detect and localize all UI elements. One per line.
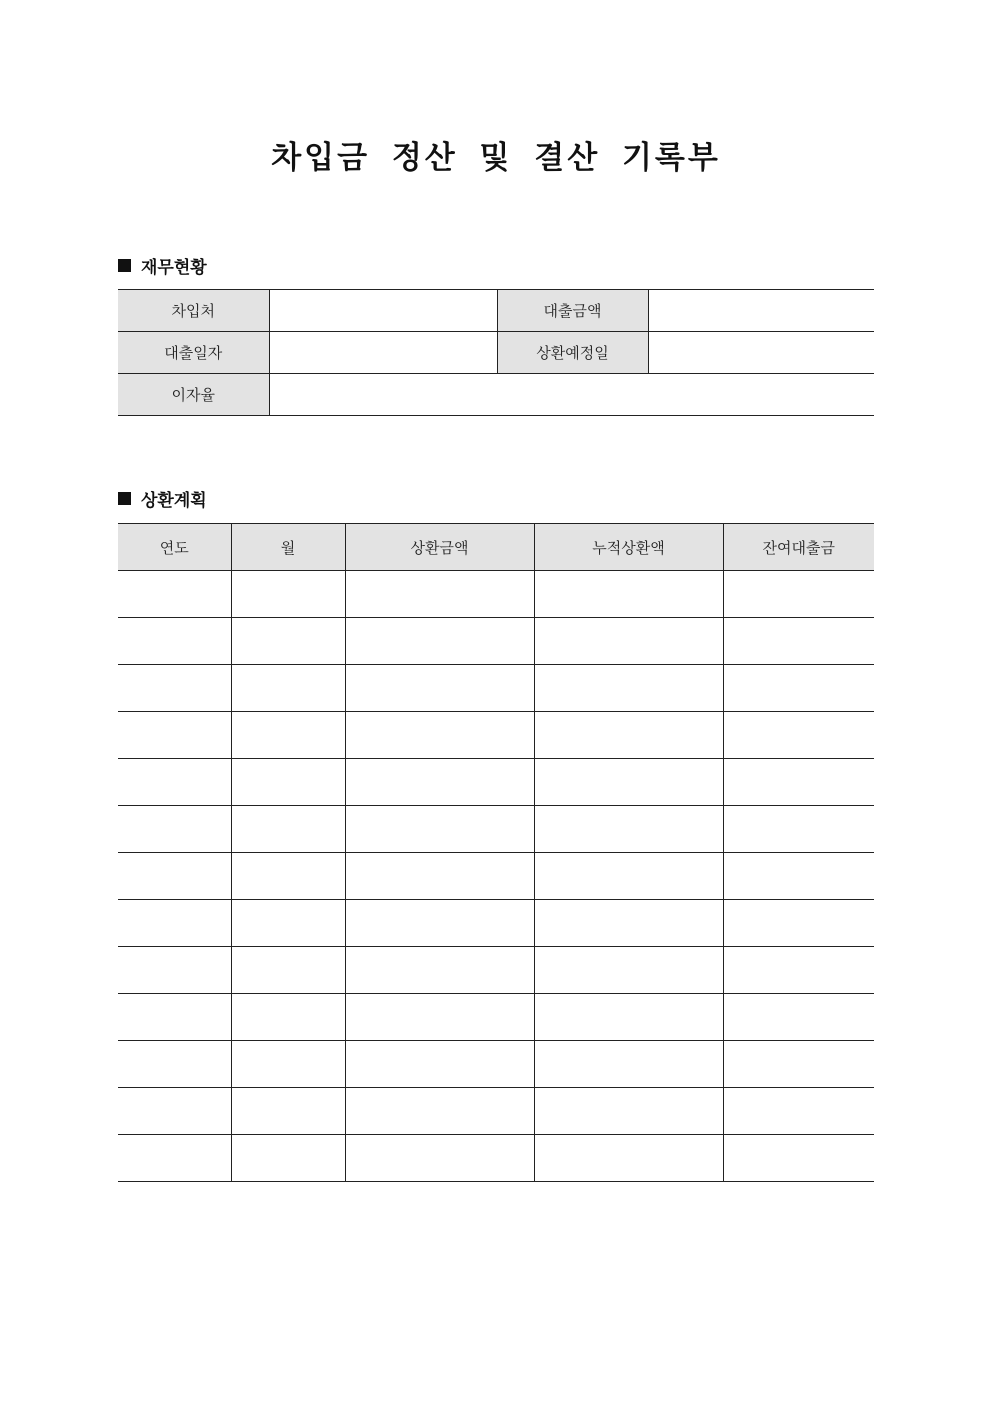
remaining-loan-cell[interactable] (723, 1041, 874, 1088)
month-cell[interactable] (231, 1088, 345, 1135)
cumulative-repayment-cell[interactable] (534, 1088, 723, 1135)
table-row (118, 853, 874, 900)
repayment-amount-cell[interactable] (345, 665, 534, 712)
loan-amount-field[interactable] (648, 290, 874, 332)
loan-amount-label: 대출금액 (497, 290, 648, 332)
month-cell[interactable] (231, 900, 345, 947)
repayment-table (118, 523, 874, 1182)
column-header-month: 월 (231, 524, 345, 571)
column-header-cumulative-repayment: 누적상환액 (534, 524, 723, 571)
month-cell[interactable] (231, 618, 345, 665)
cumulative-repayment-cell[interactable] (534, 759, 723, 806)
table-row (118, 712, 874, 759)
remaining-loan-cell[interactable] (723, 994, 874, 1041)
repayment-amount-cell[interactable] (345, 900, 534, 947)
remaining-loan-cell[interactable] (723, 618, 874, 665)
repayment-amount-cell[interactable] (345, 947, 534, 994)
year-cell[interactable] (118, 994, 231, 1041)
cumulative-repayment-cell[interactable] (534, 1041, 723, 1088)
year-cell[interactable] (118, 1135, 231, 1182)
table-row (118, 1041, 874, 1088)
finance-row (118, 374, 874, 416)
cumulative-repayment-cell[interactable] (534, 712, 723, 759)
remaining-loan-cell[interactable] (723, 712, 874, 759)
lender-label: 차입처 (118, 290, 269, 332)
remaining-loan-cell[interactable] (723, 900, 874, 947)
year-cell[interactable] (118, 853, 231, 900)
remaining-loan-cell[interactable] (723, 806, 874, 853)
finance-table (118, 289, 874, 416)
cumulative-repayment-cell[interactable] (534, 665, 723, 712)
table-row (118, 947, 874, 994)
repayment-amount-cell[interactable] (345, 618, 534, 665)
lender-field[interactable] (269, 290, 497, 332)
table-row (118, 1088, 874, 1135)
interest-rate-label: 이자율 (118, 374, 269, 416)
cumulative-repayment-cell[interactable] (534, 947, 723, 994)
table-row (118, 665, 874, 712)
year-cell[interactable] (118, 1088, 231, 1135)
remaining-loan-cell[interactable] (723, 1135, 874, 1182)
remaining-loan-cell[interactable] (723, 665, 874, 712)
month-cell[interactable] (231, 571, 345, 618)
column-header-remaining-loan: 잔여대출금 (723, 524, 874, 571)
repayment-section-heading (118, 486, 207, 511)
repayment-date-label: 상환예정일 (497, 332, 648, 374)
table-row (118, 900, 874, 947)
year-cell[interactable] (118, 712, 231, 759)
black-square-icon (118, 259, 131, 272)
repayment-amount-cell[interactable] (345, 1041, 534, 1088)
loan-date-label: 대출일자 (118, 332, 269, 374)
year-cell[interactable] (118, 571, 231, 618)
year-cell[interactable] (118, 947, 231, 994)
month-cell[interactable] (231, 853, 345, 900)
cumulative-repayment-cell[interactable] (534, 994, 723, 1041)
repayment-amount-cell[interactable] (345, 1135, 534, 1182)
month-cell[interactable] (231, 712, 345, 759)
finance-row (118, 290, 874, 332)
year-cell[interactable] (118, 665, 231, 712)
table-row (118, 994, 874, 1041)
year-cell[interactable] (118, 806, 231, 853)
document-title: 차입금 정산 및 결산 기록부 (271, 140, 721, 176)
column-header-repayment-amount: 상환금액 (345, 524, 534, 571)
year-cell[interactable] (118, 618, 231, 665)
year-cell[interactable] (118, 900, 231, 947)
cumulative-repayment-cell[interactable] (534, 571, 723, 618)
table-row (118, 1135, 874, 1182)
loan-date-field[interactable] (269, 332, 497, 374)
cumulative-repayment-cell[interactable] (534, 618, 723, 665)
repayment-date-field[interactable] (648, 332, 874, 374)
finance-section-heading (118, 253, 207, 278)
remaining-loan-cell[interactable] (723, 759, 874, 806)
repayment-heading-label: 상환계획 (141, 491, 207, 511)
repayment-amount-cell[interactable] (345, 806, 534, 853)
repayment-amount-cell[interactable] (345, 571, 534, 618)
repayment-amount-cell[interactable] (345, 853, 534, 900)
remaining-loan-cell[interactable] (723, 571, 874, 618)
black-square-icon (118, 492, 131, 505)
repayment-amount-cell[interactable] (345, 994, 534, 1041)
month-cell[interactable] (231, 806, 345, 853)
table-row (118, 806, 874, 853)
month-cell[interactable] (231, 665, 345, 712)
cumulative-repayment-cell[interactable] (534, 1135, 723, 1182)
month-cell[interactable] (231, 994, 345, 1041)
finance-row (118, 332, 874, 374)
month-cell[interactable] (231, 759, 345, 806)
cumulative-repayment-cell[interactable] (534, 853, 723, 900)
cumulative-repayment-cell[interactable] (534, 806, 723, 853)
repayment-header-row (118, 524, 874, 571)
table-row (118, 571, 874, 618)
repayment-table-body (118, 571, 874, 1182)
month-cell[interactable] (231, 1041, 345, 1088)
column-header-year: 연도 (118, 524, 231, 571)
year-cell[interactable] (118, 759, 231, 806)
remaining-loan-cell[interactable] (723, 1088, 874, 1135)
month-cell[interactable] (231, 947, 345, 994)
remaining-loan-cell[interactable] (723, 947, 874, 994)
cumulative-repayment-cell[interactable] (534, 900, 723, 947)
repayment-amount-cell[interactable] (345, 1088, 534, 1135)
table-row (118, 759, 874, 806)
table-row (118, 618, 874, 665)
remaining-loan-cell[interactable] (723, 853, 874, 900)
repayment-amount-cell[interactable] (345, 759, 534, 806)
month-cell[interactable] (231, 1135, 345, 1182)
year-cell[interactable] (118, 1041, 231, 1088)
finance-heading-label: 재무현황 (141, 258, 207, 278)
interest-rate-field[interactable] (269, 374, 874, 416)
repayment-amount-cell[interactable] (345, 712, 534, 759)
